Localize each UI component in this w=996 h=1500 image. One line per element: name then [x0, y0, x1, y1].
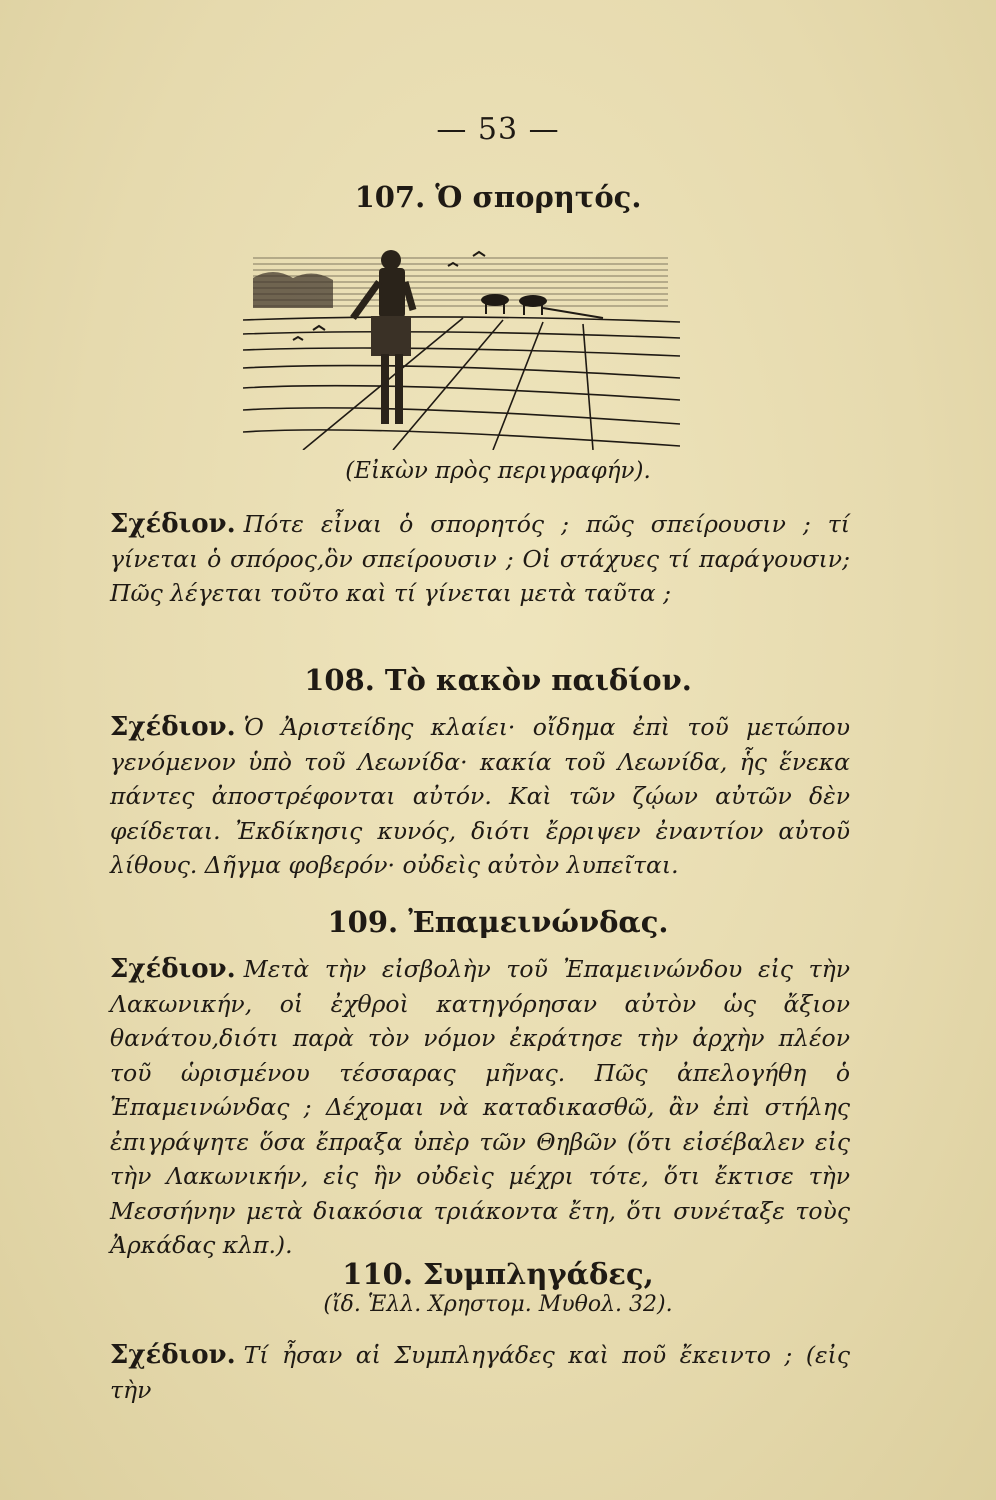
- section-108-text: Ὁ Ἀριστείδης κλαίει· οἴδημα ἐπὶ τοῦ μετώπου γενόμενον ὑπὸ τοῦ Λεωνίδα· κακία τοῦ Λεωνίδα, ἧς ἕνεκα πάντες ἀποστρέφονται αὐτόν. Καὶ τῶν ζῴων αὐτῶν δὲν φείδεται. Ἐκδίκησις κυνός, διότι ἔρριψεν ἐναντίον αὐτοῦ λίθους. Δῆγμα φοβερόν· οὐδεὶς αὐτὸν λυπεῖται.: [110, 713, 850, 879]
- section-110-text: Τί ἦσαν αἱ Συμπληγάδες καὶ ποῦ ἔκειντο ; (εἰς τὴν: [110, 1341, 850, 1404]
- page-number: — 53 —: [436, 112, 560, 147]
- section-110-reference: (ἴδ. Ἑλλ. Χρηστομ. Μυθολ. 32).: [323, 1292, 673, 1317]
- section-108-paragraph: [110, 710, 850, 883]
- section-109-text: Μετὰ τὴν εἰσβολὴν τοῦ Ἐπαμεινώνδου εἰς τὴν Λακωνικήν, οἱ ἐχθροὶ κατηγόρησαν αὐτὸν ὡς ἄξιον θανάτου,διότι παρὰ τὸν νόμον ἐκράτησε τὴν ἀρχὴν πλέον τοῦ ὡρισμένου τέσσαρας μῆνας. Πῶς ἀπελογήθη ὁ Ἐπαμεινώνδας ; Δέχομαι νὰ καταδικασθῶ, ἂν ἐπὶ στήλης ἐπιγράψητε ὅσα ἔπραξα ὑπὲρ τῶν Θηβῶν (ὅτι εἰσέβαλεν εἰς τὴν Λακωνικήν, εἰς ἣν οὐδεὶς μέχρι τότε, ὅτι ἔκτισε τὴν Μεσσήνην μετὰ διακόσια τριάκοντα ἔτη, ὅτι συνέταξε τοὺς Ἀρκάδας κλπ.).: [110, 955, 850, 1259]
- figure-caption: (Εἰκὼν πρὸς περιγραφήν).: [345, 458, 651, 484]
- section-110-paragraph: [110, 1338, 850, 1407]
- section-110-label: Σχέδιον.: [110, 1340, 236, 1370]
- section-108-heading: 108. Τὸ κακὸν παιδίον.: [304, 663, 692, 697]
- section-109-paragraph: [110, 952, 850, 1263]
- section-107-heading: 107. Ὁ σπορητός.: [354, 180, 642, 214]
- section-110-heading: 110. Συμπληγάδες,: [342, 1257, 654, 1291]
- section-109-label: Σχέδιον.: [110, 954, 236, 984]
- sower-illustration: [243, 238, 680, 450]
- section-107-paragraph: [110, 507, 850, 611]
- section-107-label: Σχέδιον.: [110, 509, 236, 539]
- section-108-label: Σχέδιον.: [110, 712, 236, 742]
- section-107-text: Πότε εἶναι ὁ σπορητός ; πῶς σπείρουσιν ; τί γίνεται ὁ σπόρος,ὃν σπείρουσιν ; Οἱ στάχυες τί παράγουσιν; Πῶς λέγεται τοῦτο καὶ τί γίνεται μετὰ ταῦτα ;: [110, 510, 850, 607]
- section-109-heading: 109. Ἐπαμεινώνδας.: [327, 905, 669, 939]
